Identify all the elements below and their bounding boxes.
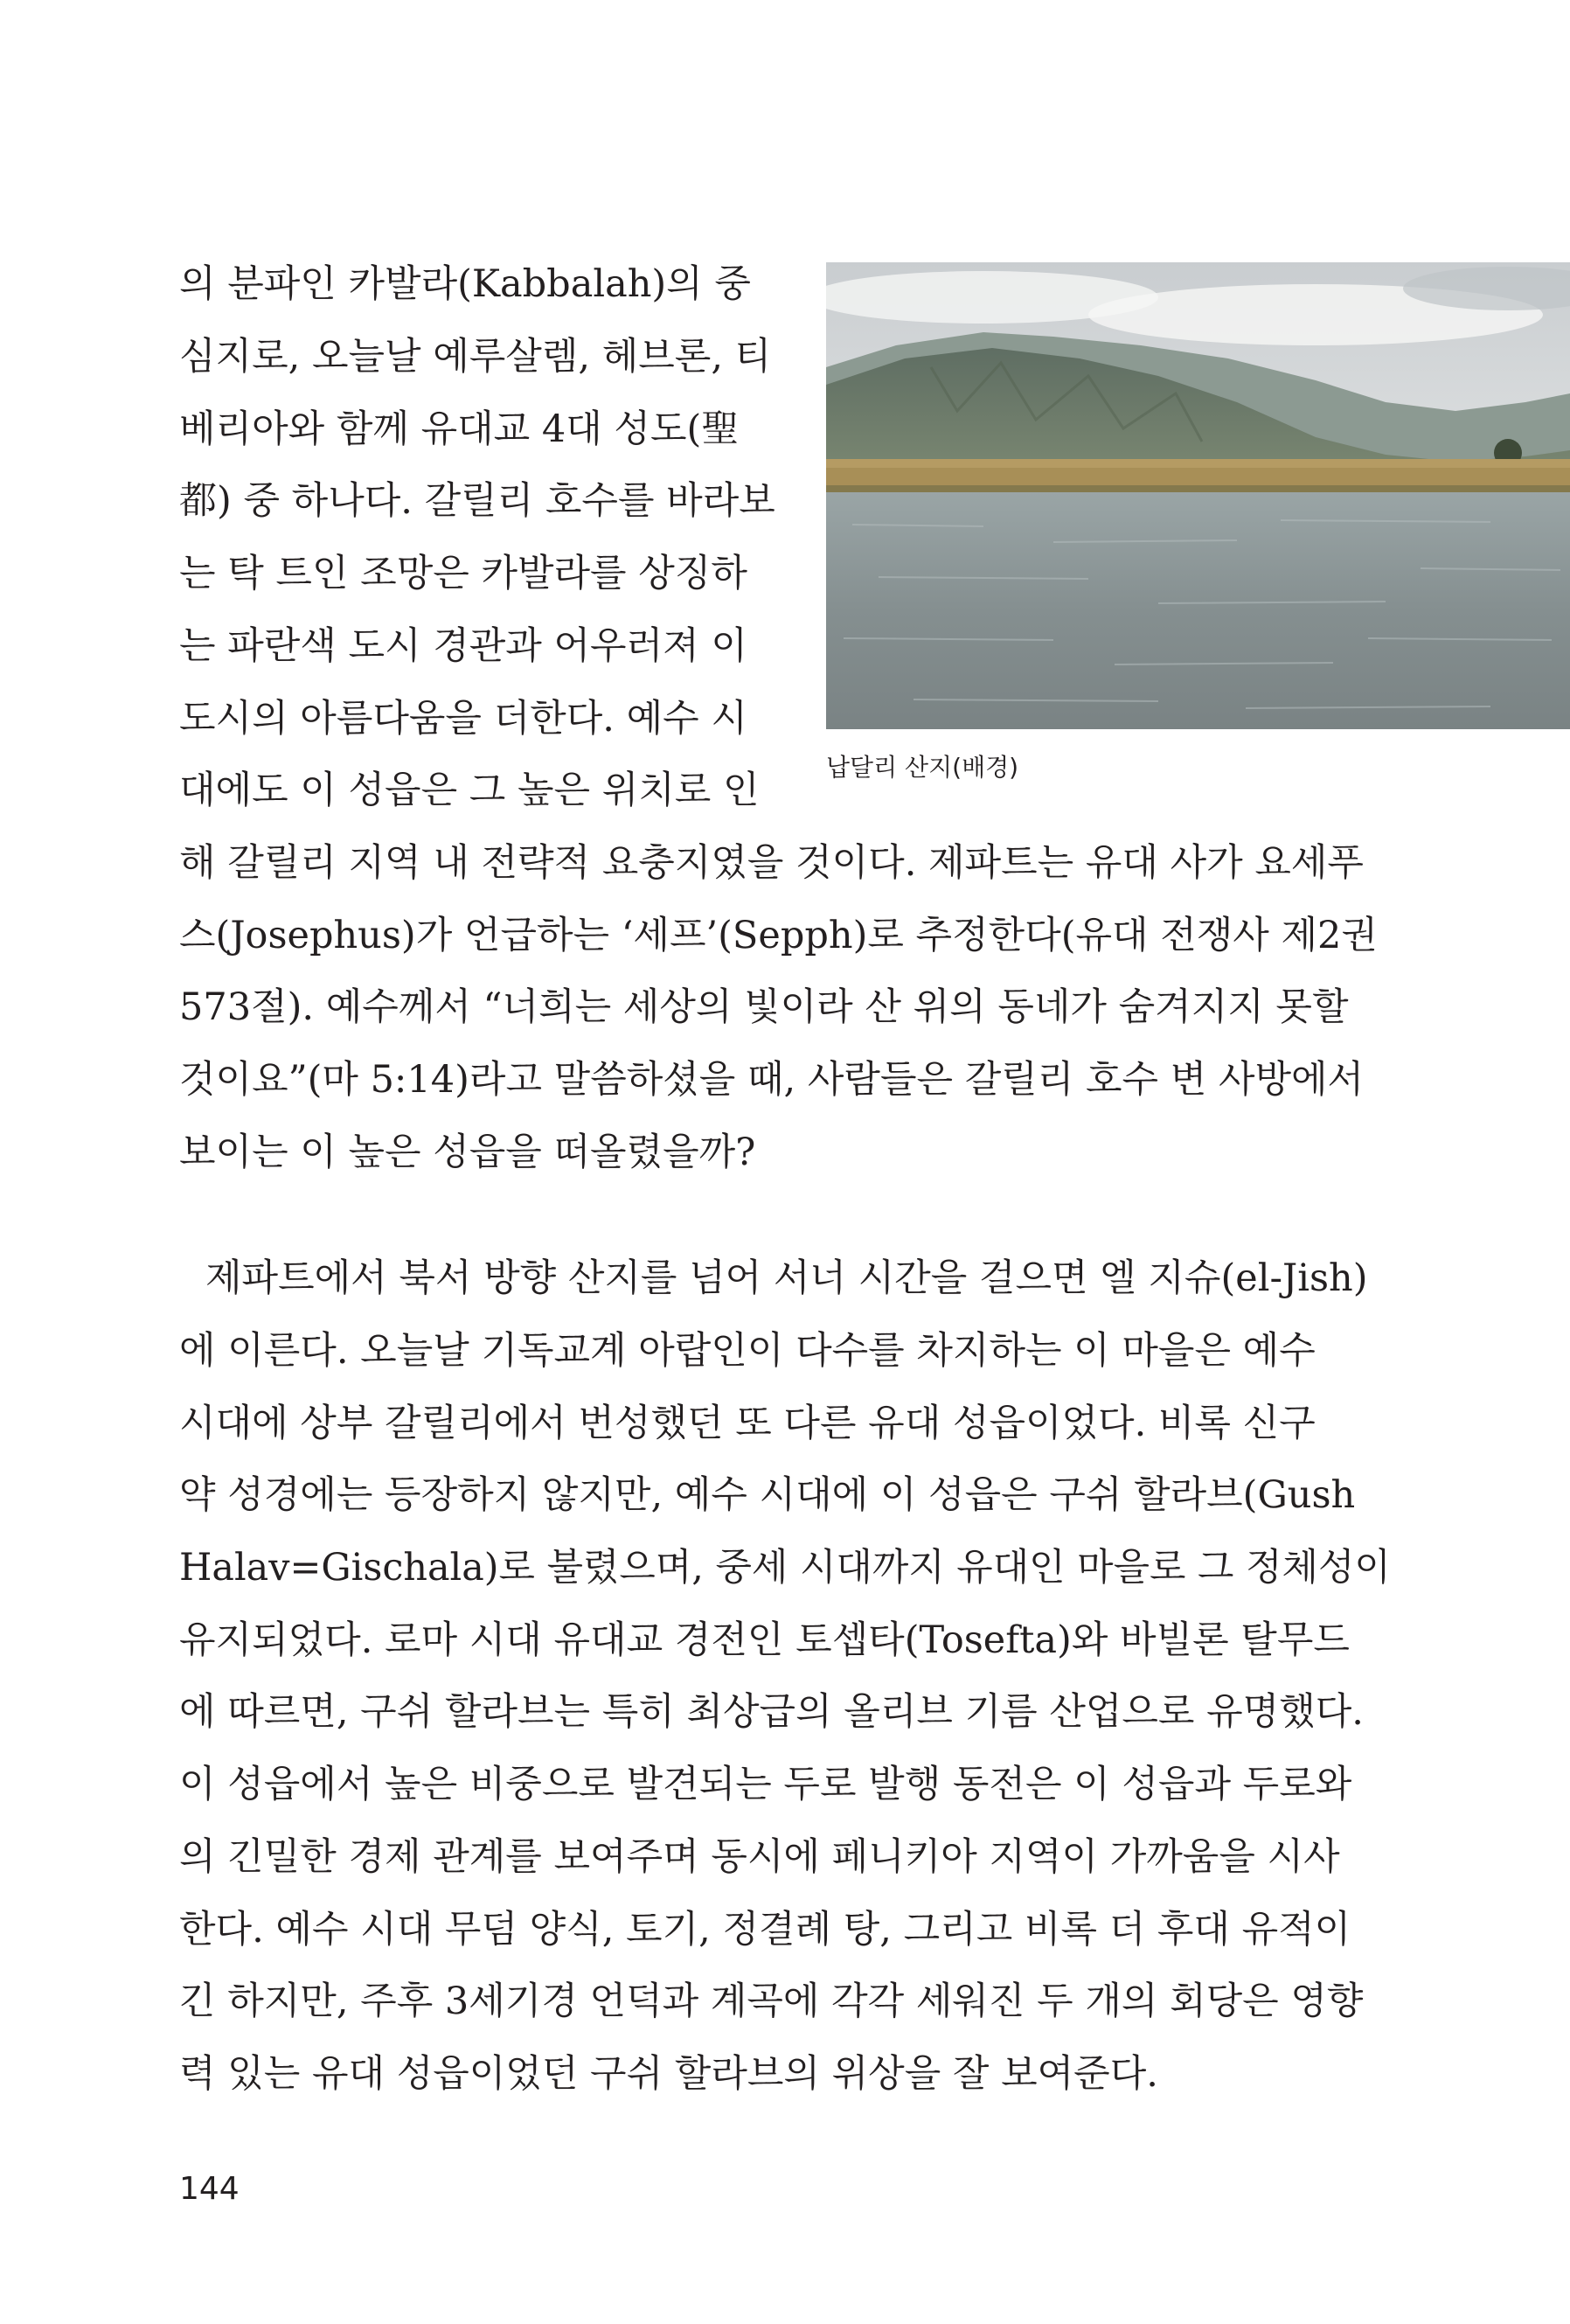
- text-line: 의 긴밀한 경제 관계를 보여주며 동시에 페니키아 지역이 가까움을 시사: [179, 1835, 1340, 1879]
- text-line: 제파트에서 북서 방향 산지를 넘어 서너 시간을 걸으면 엘 지슈(el-Jish): [205, 1256, 1368, 1300]
- text-line: 에 이른다. 오늘날 기독교계 아랍인이 다수를 차지하는 이 마을은 예수: [179, 1329, 1316, 1373]
- text-line: 한다. 예수 시대 무덤 양식, 토기, 정결례 탕, 그리고 비록 더 후대 유적이: [179, 1908, 1351, 1952]
- text-line: 대에도 이 성읍은 그 높은 위치로 인: [179, 769, 760, 812]
- text-line: 것이요”(마 5:14)라고 말씀하셨을 때, 사람들은 갈릴리 호수 변 사방에서: [179, 1058, 1365, 1102]
- lake-mountain-image: [826, 262, 1570, 729]
- text-line: 력 있는 유대 성읍이었던 구쉬 할라브의 위상을 잘 보여준다.: [179, 2052, 1158, 2096]
- text-line: Halav=Gischala)로 불렸으며, 중세 시대까지 유대인 마을로 그 정체성이: [179, 1546, 1391, 1590]
- water: [826, 492, 1570, 729]
- text-line: 약 성경에는 등장하지 않지만, 예수 시대에 이 성읍은 구쉬 할라브(Gush: [179, 1473, 1356, 1517]
- text-line: 시대에 상부 갈릴리에서 번성했던 또 다른 유대 성읍이었다. 비록 신구: [179, 1402, 1316, 1445]
- text-line: 심지로, 오늘날 예루살렘, 헤브론, 티: [179, 335, 772, 379]
- text-line: 에 따르면, 구쉬 할라브는 특히 최상급의 올리브 기름 산업으로 유명했다.: [179, 1690, 1364, 1734]
- text-line: 도시의 아름다움을 더한다. 예수 시: [179, 697, 747, 741]
- text-line: 都) 중 하나다. 갈릴리 호수를 바라보: [179, 479, 775, 523]
- text-line: 573절). 예수께서 “너희는 세상의 빛이라 산 위의 동네가 숨겨지지 못할: [179, 985, 1349, 1029]
- text-line: 보이는 이 높은 성읍을 떠올렸을까?: [179, 1131, 756, 1174]
- landscape-photo: [826, 262, 1570, 729]
- text-line: 베리아와 함께 유대교 4대 성도(聖: [179, 407, 740, 451]
- text-line: 의 분파인 카발라(Kabbalah)의 중: [179, 262, 751, 306]
- text-line: 는 탁 트인 조망은 카발라를 상징하: [179, 552, 747, 595]
- text-line: 스(Josephus)가 언급하는 ‘세프’(Sepph)로 추정한다(유대 전쟁사 제2권: [179, 914, 1378, 957]
- text-line: 해 갈릴리 지역 내 전략적 요충지였을 것이다. 제파트는 유대 사가 요세푸: [179, 841, 1364, 885]
- page-number: 144: [179, 2171, 240, 2207]
- photo-caption: 납달리 산지(배경): [826, 753, 1019, 782]
- text-line: 긴 하지만, 주후 3세기경 언덕과 계곡에 각각 세워진 두 개의 회당은 영향: [179, 1980, 1364, 2023]
- text-line: 유지되었다. 로마 시대 유대교 경전인 토셉타(Tosefta)와 바빌론 탈무드: [179, 1618, 1350, 1662]
- text-line: 는 파란색 도시 경관과 어우러져 이: [179, 624, 747, 668]
- text-line: 이 성읍에서 높은 비중으로 발견되는 두로 발행 동전은 이 성읍과 두로와: [179, 1763, 1352, 1806]
